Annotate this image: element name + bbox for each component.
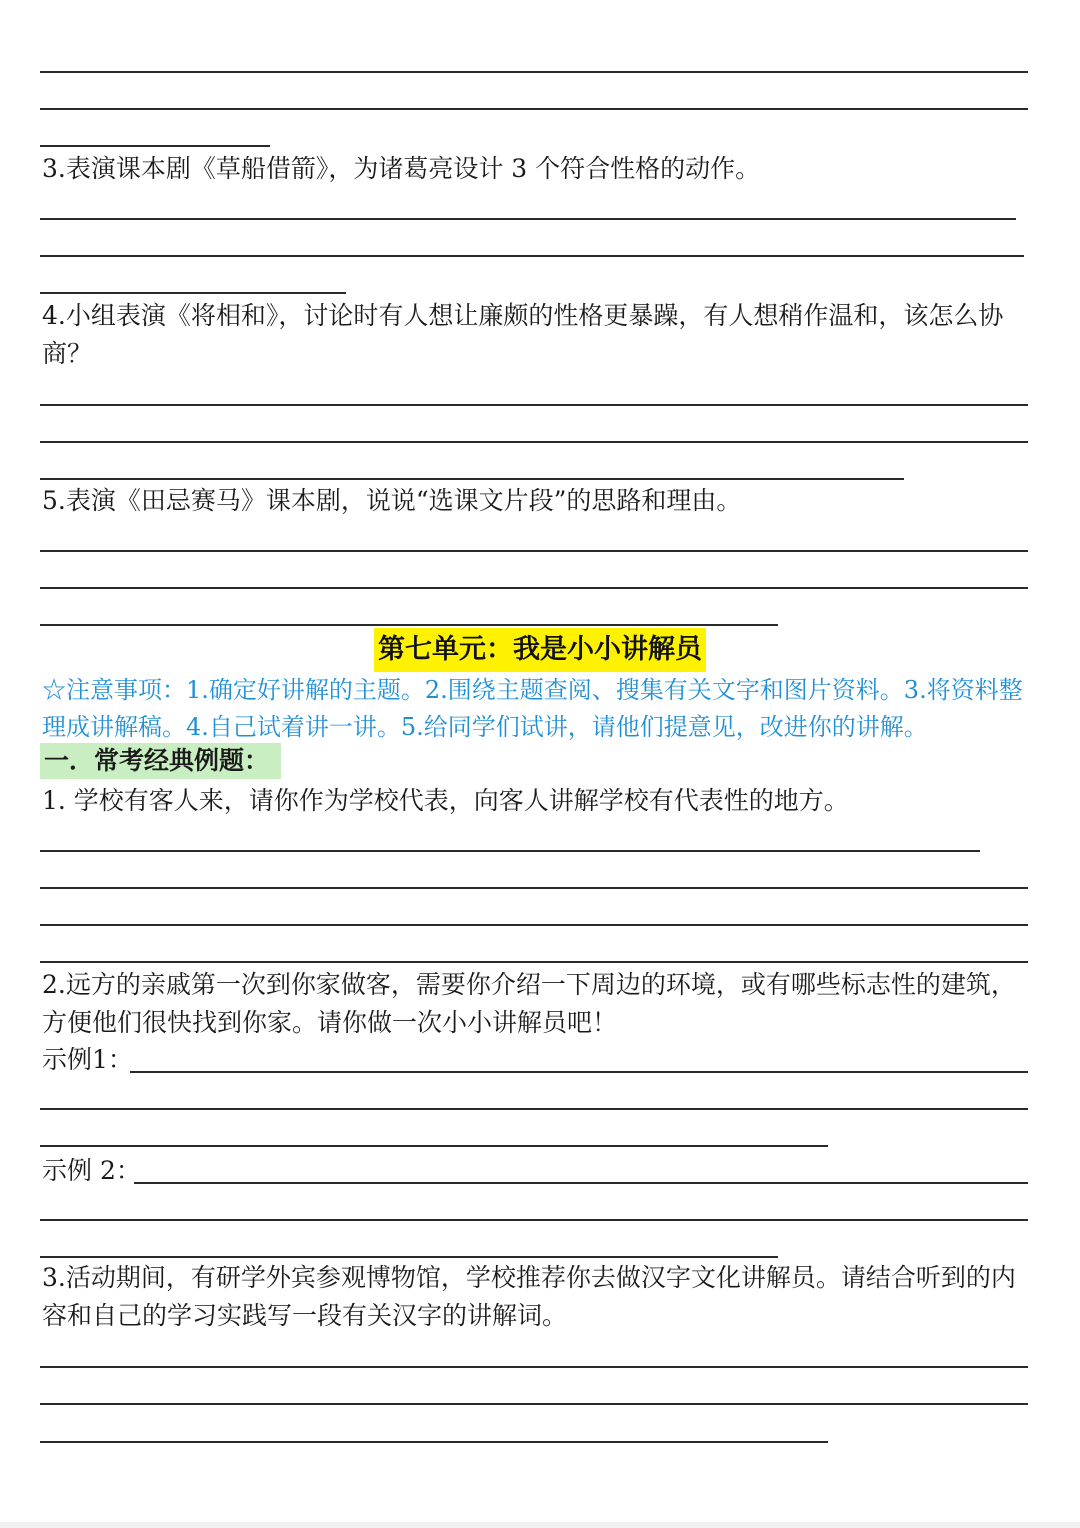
question-5: 5.表演《田忌赛马》课本剧，说说“选课文片段”的思路和理由。 [42,486,742,515]
example-1-label: 示例1： [42,1045,133,1074]
unit7-question-2: 2.远方的亲戚第一次到你家做客，需要你介绍一下周边的环境，或有哪些标志性的建筑，方便他们很快找到你家。请你做一次小小讲解员吧！ [42,970,1016,1037]
answer-line [40,1441,828,1443]
answer-line [40,255,1024,257]
answer-line [40,624,778,626]
unit7-question-3: 3.活动期间，有研学外宾参观博物馆，学校推荐你去做汉字文化讲解员。请结合听到的内容和自己的学习实践写一段有关汉字的讲解词。 [42,1263,1016,1330]
answer-line [40,404,1028,406]
answer-line [40,850,980,852]
answer-line [40,108,1028,110]
answer-line [130,1071,1028,1073]
answer-line [40,478,904,480]
answer-line [40,1145,828,1147]
answer-line [40,1403,1028,1405]
answer-line [40,71,1028,73]
answer-line [134,1182,1028,1184]
answer-line [40,145,270,147]
answer-line [40,1108,1028,1110]
answer-line [40,587,1028,589]
unit-title: 第七单元：我是小小讲解员 [374,628,706,672]
section-heading: 一．常考经典例题： [40,743,281,779]
answer-line [40,961,1028,963]
answer-line [40,1366,1028,1368]
answer-line [40,924,1028,926]
example-2-label: 示例 2： [42,1156,141,1185]
unit7-question-1: 1. 学校有客人来，请你作为学校代表，向客人讲解学校有代表性的地方。 [42,786,849,815]
question-3: 3.表演课本剧《草船借箭》，为诸葛亮设计 3 个符合性格的动作。 [42,154,761,183]
notes-paragraph: ☆注意事项：1.确定好讲解的主题。2.围绕主题查阅、搜集有关文字和图片资料。3.将资料整理成讲解稿。4.自己试着讲一讲。5.给同学们试讲，请他们提意见，改进你的讲解。 [42,676,1023,741]
question-4: 4.小组表演《将相和》，讨论时有人想让廉颇的性格更暴躁，有人想稍作温和，该怎么协商？ [42,301,1004,368]
unit-title-wrapper [0,628,1080,672]
answer-line [40,292,346,294]
answer-line [40,887,1028,889]
answer-line [40,1256,778,1258]
answer-line [40,1219,1028,1221]
page-bottom-strip [0,1522,1080,1528]
answer-line [40,441,1028,443]
answer-line [40,218,1016,220]
answer-line [40,550,1028,552]
